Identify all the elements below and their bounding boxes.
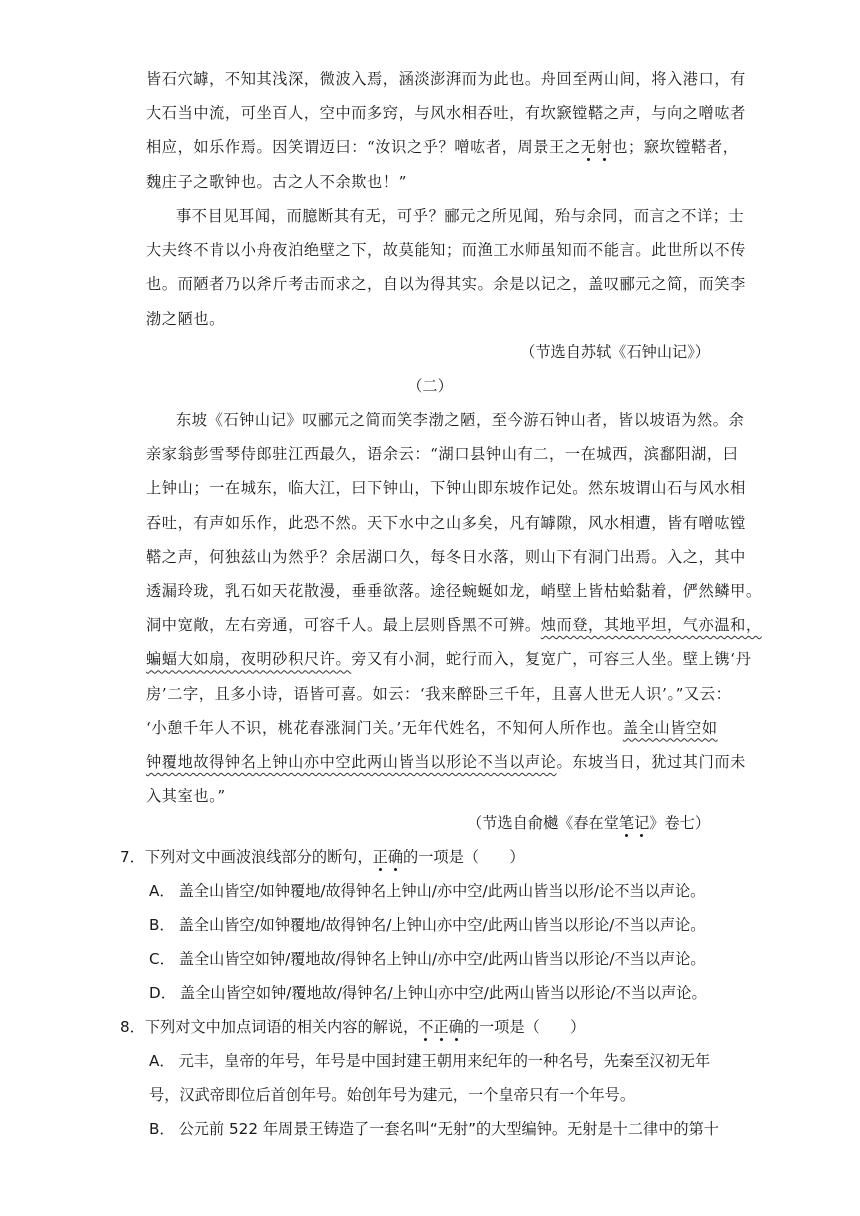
text-segment: 的一项是（ ） xyxy=(403,848,525,866)
wavy-underlined-text: 烛而登，其地平坦，气亦温和， xyxy=(540,616,762,635)
option-text: 盖全山皆空如钟/覆地故/得钟名上钟山/亦中空/此两山皆当以形论/不当以声论。 xyxy=(178,950,706,968)
question-7 xyxy=(120,840,720,1010)
dotted-char: 正 xyxy=(372,848,388,866)
text-segment: 相应，如乐作焉。因笑谓迈曰：“汝识之乎？噌吰者，周景王之 xyxy=(146,138,581,157)
text-segment: 洞中宽敞，左右旁通，可容千人。最上层则昏黑不可辨。 xyxy=(146,616,541,635)
wavy-underlined-text: 钟覆地故得钟名上钟山亦中空此两山皆当以形论不当以声论 xyxy=(146,752,557,771)
text-line: 东坡《石钟山记》叹郦元之简而笑李渤之陋，至今游石钟山者，皆以坡语为然。余 xyxy=(176,411,745,429)
option-letter: A． xyxy=(149,882,175,900)
text-line: 亲家翁彭雪琴侍郎驻江西最久，语余云：“湖口县钟山有二，一在城西，滨鄱阳湖，曰 xyxy=(146,445,739,464)
passage-two xyxy=(146,403,762,813)
option-b[interactable] xyxy=(120,908,720,942)
text-line: 渤之陋也。 xyxy=(146,309,225,328)
option-a[interactable] xyxy=(120,874,720,908)
dotted-char: 无 xyxy=(580,138,597,157)
option-letter: A． xyxy=(149,1052,175,1070)
text-line: 透漏玲珑，乳石如天花散漫，垂垂欲落。途径蜿蜒如龙，峭壁上皆枯蛤黏着，俨然鳞甲。 xyxy=(146,581,762,600)
option-letter: B． xyxy=(149,1120,175,1138)
option-text: 元丰，皇帝的年号，年号是中国封建王朝用来纪年的一种名号，先秦至汉初无年 xyxy=(178,1052,711,1070)
question-8 xyxy=(120,1010,720,1146)
option-text: 盖全山皆空如钟/覆地故/得钟名/上钟山亦中空/此两山皆当以形论/不当以声论。 xyxy=(179,984,707,1002)
dotted-char: 射 xyxy=(596,138,613,157)
text-line: 房’二字，且多小诗，语皆可喜。如云：‘我来醉卧三千年，且喜人世无人识’。”又云： xyxy=(146,684,732,703)
text-line: 鞳之声，何独兹山为然乎？余居湖口久，每冬日水落，则山下有洞门出焉。入之，其中 xyxy=(146,547,746,566)
option-a[interactable] xyxy=(120,1044,720,1078)
passage-two-source xyxy=(467,806,710,840)
text-segment: 也；窾坎镗鞳者， xyxy=(612,138,739,157)
text-line: 皆石穴罅，不知其浅深，微波入焉，涵淡澎湃而为此也。舟回至两山间，将入港口，有 xyxy=(146,70,746,88)
option-d[interactable] xyxy=(120,976,720,1010)
option-letter: D． xyxy=(149,984,176,1002)
text-line: 大夫终不肯以小舟夜泊绝壁之下，故莫能知；而渔工水师虽知而不能言。此世所以不传 xyxy=(146,241,746,260)
text-line xyxy=(146,642,752,676)
text-line: 魏庄子之歌钟也。古之人不余欺也！” xyxy=(146,172,407,191)
text-line: 入其室也。” xyxy=(146,787,226,806)
text-segment: ‘小憩千年人不识，桃花春涨洞门关。’无年代姓名，不知何人所作也。 xyxy=(146,718,623,737)
text-line: 也。而陋者乃以斧斤考击而求之，自以为得其实。余是以记之，盖叹郦元之简，而笑李 xyxy=(146,275,746,294)
option-text: 公元前 522 年周景王铸造了一套名叫“无射”的大型编钟。无射是十二律中的第十 xyxy=(178,1120,719,1138)
text-line xyxy=(146,711,716,745)
option-text: 盖全山皆空/如钟覆地/故得钟名上钟山/亦中空/此两山皆当以形/论不当以声论。 xyxy=(178,882,706,900)
option-b[interactable] xyxy=(120,1112,720,1146)
text-line: 上钟山；一在城东，临大江，曰下钟山，下钟山即东坡作记处。然东坡谓山石与风水相 xyxy=(146,479,746,498)
question-stem xyxy=(120,1010,720,1044)
dotted-char: 不 xyxy=(418,1018,434,1036)
text-line: 事不目见耳闻，而臆断其有无，可乎？郦元之所见闻，殆与余同，而言之不详；士 xyxy=(176,207,745,225)
dotted-char: 笔 xyxy=(618,814,635,832)
option-letter: B． xyxy=(149,916,175,934)
passage-one-source: （节选自苏轼《石钟山记》） xyxy=(520,343,710,361)
text-segment: 7．下列对文中画波浪线部分的断句， xyxy=(120,848,373,866)
dotted-char: 确 xyxy=(387,848,404,866)
text-line: 吞吐，有声如乐作，此恐不然。天下水中之山多矣，凡有罅隙，风水相遭，皆有噌吰镗 xyxy=(146,513,746,532)
dotted-char: 正 xyxy=(433,1018,449,1036)
option-c[interactable] xyxy=(120,942,720,976)
text-segment: 8．下列对文中加点词语的相关内容的解说， xyxy=(120,1018,419,1036)
option-a-continuation: 号，汉武帝即位后首创年号。始创年号为建元，一个皇帝只有一个年号。 xyxy=(149,1086,635,1104)
dotted-char: 确 xyxy=(448,1018,464,1036)
text-segment: 旁又有小洞，蛇行而入，复宽广，可容三人坐。壁上镌‘丹 xyxy=(351,650,752,669)
wavy-underlined-text: 蝙蝠大如扇，夜明砂积尺许。 xyxy=(146,650,352,669)
question-stem xyxy=(120,840,720,874)
text-segment: 。东坡当日，犹过其门而未 xyxy=(556,752,746,771)
text-segment: 的一项是（ ） xyxy=(463,1018,586,1036)
text-line xyxy=(146,745,746,779)
text-line xyxy=(146,608,762,642)
wavy-underlined-text: 盖全山皆空如 xyxy=(622,718,718,737)
option-letter: C． xyxy=(149,950,175,968)
passage-one-paragraph-1 xyxy=(146,62,746,199)
passage-one-paragraph-2 xyxy=(146,199,746,336)
text-segment: 》卷七） xyxy=(649,814,710,832)
dotted-char: 记 xyxy=(634,814,650,832)
text-segment: （节选自俞樾《春在堂 xyxy=(467,814,619,832)
section-two-heading: （二） xyxy=(407,377,453,395)
text-line xyxy=(146,130,739,164)
option-text: 盖全山皆空/如钟覆地/故得钟名/上钟山亦中空/此两山皆当以形论/不当以声论。 xyxy=(178,916,706,934)
text-line: 大石当中流，可坐百人，空中而多窍，与风水相吞吐，有坎窾镗鞳之声，与向之噌吰者 xyxy=(146,104,746,123)
